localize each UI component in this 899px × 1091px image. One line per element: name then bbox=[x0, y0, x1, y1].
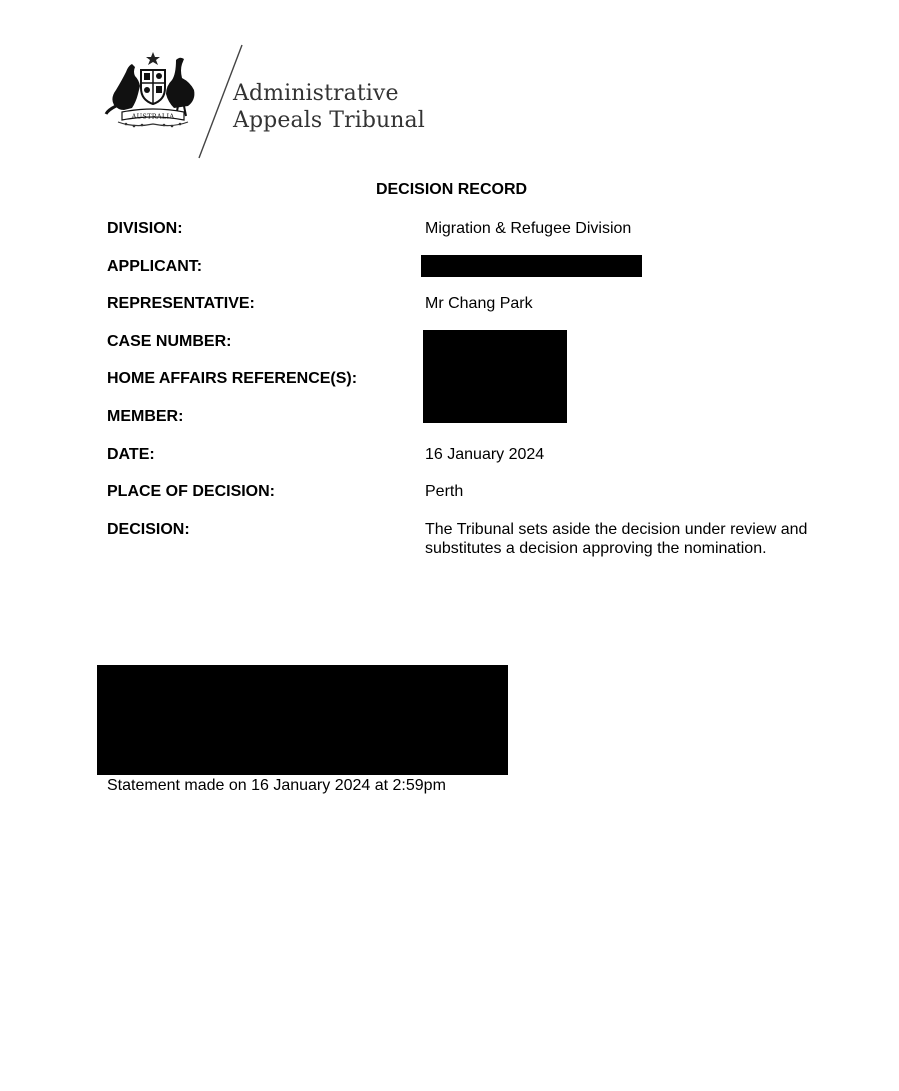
crest-banner-text: AUSTRALIA bbox=[131, 112, 175, 121]
org-name-line2: Appeals Tribunal bbox=[233, 108, 425, 133]
decision-value: The Tribunal sets aside the decision under review and substitutes a decision approving the nomination. bbox=[425, 521, 808, 557]
case-number-label: CASE NUMBER: bbox=[107, 333, 232, 350]
coat-of-arms-icon bbox=[104, 50, 202, 130]
place-of-decision-value: Perth bbox=[425, 483, 464, 500]
representative-label: REPRESENTATIVE: bbox=[107, 295, 255, 312]
representative-value: Mr Chang Park bbox=[425, 295, 533, 312]
date-value: 16 January 2024 bbox=[425, 446, 545, 463]
org-name-line1: Administrative bbox=[233, 81, 399, 106]
organisation-name bbox=[233, 80, 425, 134]
signature-redaction bbox=[97, 665, 508, 775]
applicant-redaction bbox=[421, 255, 642, 277]
decision-label: DECISION: bbox=[107, 521, 190, 538]
division-label: DIVISION: bbox=[107, 220, 183, 237]
date-label: DATE: bbox=[107, 446, 155, 463]
tribunal-logo bbox=[104, 42, 424, 162]
division-value: Migration & Refugee Division bbox=[425, 220, 632, 237]
applicant-label: APPLICANT: bbox=[107, 258, 203, 275]
case-details-redaction bbox=[423, 330, 567, 423]
member-label: MEMBER: bbox=[107, 408, 184, 425]
home-affairs-reference-label: HOME AFFAIRS REFERENCE(S): bbox=[107, 370, 358, 387]
document-title: DECISION RECORD bbox=[375, 181, 528, 198]
place-of-decision-label: PLACE OF DECISION: bbox=[107, 483, 276, 500]
statement-timestamp: Statement made on 16 January 2024 at 2:59pm bbox=[107, 777, 446, 794]
